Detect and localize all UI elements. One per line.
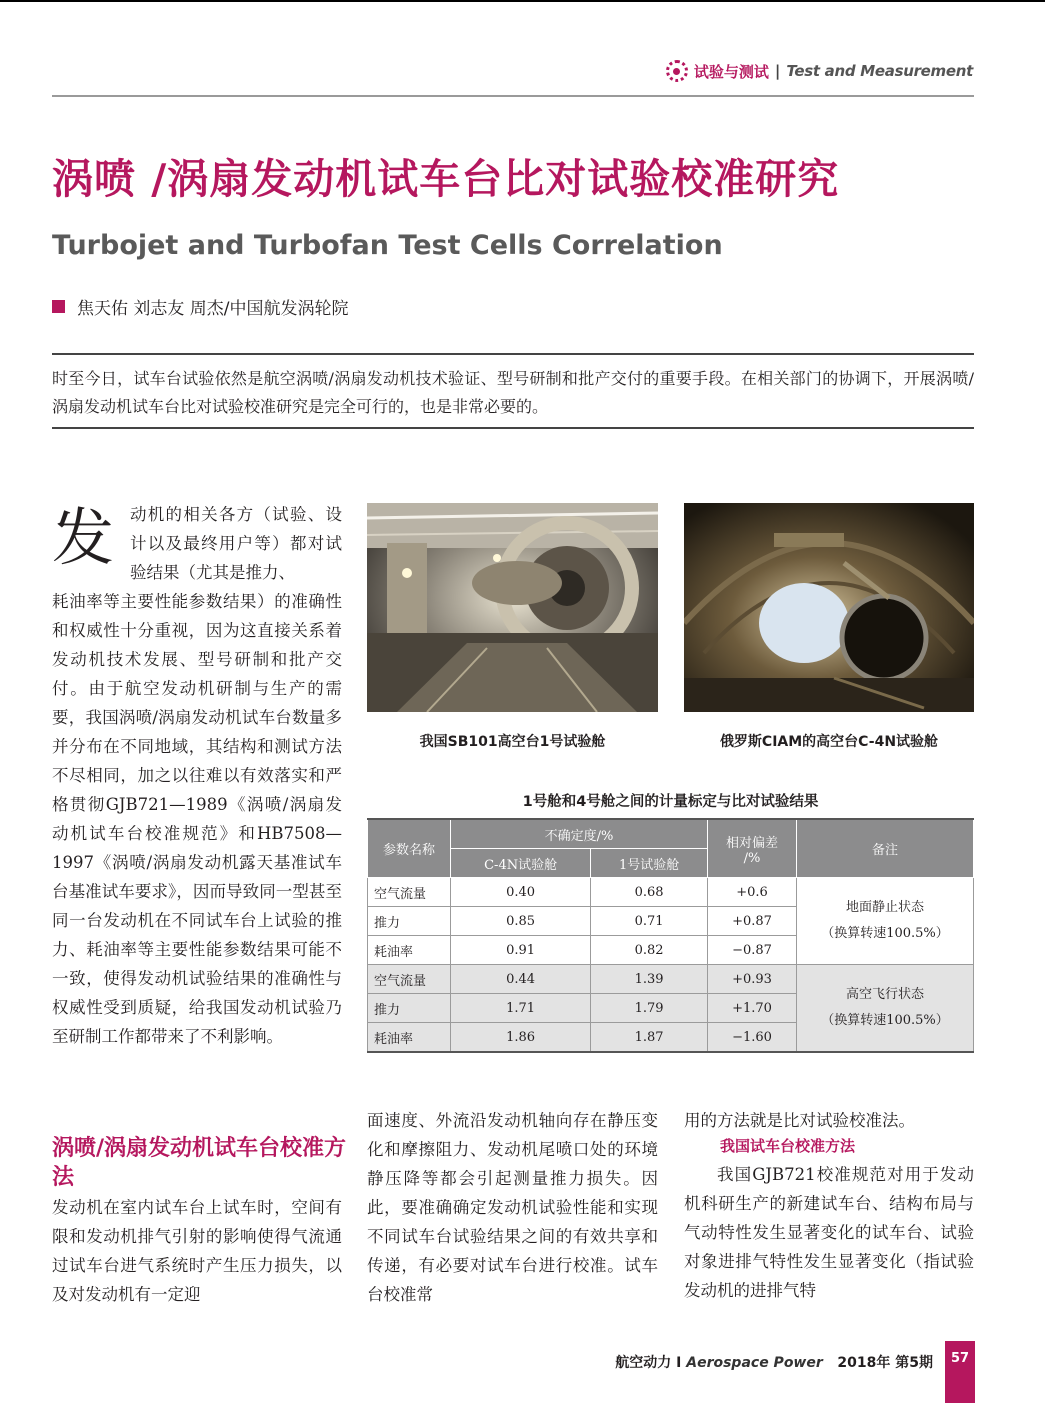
header-section-cn: 试验与测试 <box>693 62 769 81</box>
cell-c4n: 0.40 <box>451 878 591 907</box>
cell-param: 耗油率 <box>368 936 451 965</box>
cell-cell1: 1.87 <box>591 1023 708 1053</box>
footer-journal <box>615 1352 933 1372</box>
photo-ciam-c4n-test-cell <box>684 503 974 712</box>
drop-cap: 发 <box>52 501 115 574</box>
running-header <box>666 60 973 82</box>
cell-param: 空气流量 <box>368 878 451 907</box>
page-number: 57 <box>945 1341 975 1403</box>
col3-paragraph-1: 用的方法就是比对试验校准法。 <box>684 1111 915 1130</box>
header-deviation <box>708 819 797 878</box>
cell-cell1: 1.39 <box>591 965 708 994</box>
results-table <box>367 818 974 1053</box>
header-remark: 备注 <box>797 819 974 878</box>
cell-dev: +0.93 <box>708 965 797 994</box>
footer-journal-cn: 航空动力 <box>615 1355 672 1371</box>
remark-altitude-line2: （换算转速100.5%） <box>821 1013 949 1028</box>
author-bullet-icon <box>52 300 65 313</box>
cell-cell1: 1.79 <box>591 994 708 1023</box>
article-title-cn: 涡喷 /涡扇发动机试车台比对试验校准研究 <box>52 155 840 203</box>
remark-ground-line2: （换算转速100.5%） <box>821 926 949 941</box>
col1-paragraph-2: 发动机在室内试车台上试车时，空间有限和发动机排气引射的影响使得气流通过试车台进气系统时产生压力损失，以及对发动机有一定迎 <box>52 1198 342 1304</box>
table-row <box>368 878 974 907</box>
gear-logo-icon <box>666 60 688 82</box>
col3-subheading: 我国试车台校准方法 <box>720 1137 856 1155</box>
table-row <box>368 965 974 994</box>
cell-cell1: 0.68 <box>591 878 708 907</box>
article-title-en: Turbojet and Turbofan Test Cells Correlation <box>52 230 723 261</box>
left-photo-caption: 我国SB101高空台1号试验舱 <box>419 734 606 750</box>
right-photo-caption: 俄罗斯CIAM的高空台C-4N试验舱 <box>719 734 939 750</box>
header-c4n: C-4N试验舱 <box>451 849 591 878</box>
col1-paragraph: 耗油率等主要性能参数结果）的准确性和权威性十分重视，因为这直接关系着发动机技术发展、型号研制和批产交付。由于航空发动机研制与生产的需要，我国涡喷/涡扇发动机试车台数量多并分布在不同地域，其结构和测试方法不尽相同，加之以往难以有效落实和严格贯彻GJB721—1989《涡喷/涡扇发动机试车台校准规范》和HB7508—1997《涡喷/涡扇发动机露天基准试车台基准试车要求》，因而导致同一型甚至同一台发动机在不同试车台上试验的推力、耗油率等主要性能参数结果可能不一致，使得发动机试验结果的准确性与权威性受到质疑，给我国发动机试验乃至研制工作都带来了不利影响。 <box>52 592 342 1046</box>
cell-dev: −1.60 <box>708 1023 797 1053</box>
cell-param: 推力 <box>368 907 451 936</box>
abstract-top-rule <box>52 353 974 355</box>
col3-paragraph-2: 我国GJB721校准规范对用于发动机科研生产的新建试车台、结构布局与气动特性发生显著变化的试车台、试验对象进排气特性发生显著变化（指试验发动机的进排气特 <box>684 1165 974 1300</box>
cell-c4n: 0.91 <box>451 936 591 965</box>
cell-remark-altitude <box>797 965 974 1053</box>
abstract-bottom-rule <box>52 427 974 429</box>
header-deviation-line2: /% <box>743 850 761 866</box>
col1-lead-text: 动机的相关各方（试验、设计以及最终用户等）都对试验结果（尤其是推力、 <box>130 505 342 582</box>
remark-ground-line1: 地面静止状态 <box>845 900 924 915</box>
top-rule <box>0 0 1045 2</box>
cell-remark-ground <box>797 878 974 965</box>
cell-c4n: 1.86 <box>451 1023 591 1053</box>
cell-cell1: 0.71 <box>591 907 708 936</box>
remark-altitude-line1: 高空飞行状态 <box>845 987 924 1002</box>
header-rule <box>52 95 974 97</box>
photo-sb101-test-cell <box>367 503 658 712</box>
cell-c4n: 0.44 <box>451 965 591 994</box>
cell-dev: +0.87 <box>708 907 797 936</box>
cell-cell1: 0.82 <box>591 936 708 965</box>
header-param: 参数名称 <box>368 819 451 878</box>
header-deviation-line1: 相对偏差 <box>725 835 778 851</box>
cell-dev: +1.70 <box>708 994 797 1023</box>
header-uncertainty: 不确定度/% <box>451 819 708 849</box>
author-line <box>52 294 349 319</box>
cell-dev: +0.6 <box>708 878 797 907</box>
cell-c4n: 0.85 <box>451 907 591 936</box>
header-section-en: Test and Measurement <box>786 62 973 80</box>
cell-param: 推力 <box>368 994 451 1023</box>
footer-journal-en: Aerospace Power <box>686 1355 823 1371</box>
footer-issue: 2018年 第5期 <box>837 1355 933 1371</box>
cell-c4n: 1.71 <box>451 994 591 1023</box>
footer-separator: I <box>676 1355 682 1371</box>
cell-dev: −0.87 <box>708 936 797 965</box>
header-cell1: 1号试验舱 <box>591 849 708 878</box>
cell-param: 空气流量 <box>368 965 451 994</box>
section-heading: 涡喷/涡扇发动机试车台校准方法 <box>52 1136 347 1190</box>
table-title: 1号舱和4号舱之间的计量标定与比对试验结果 <box>522 794 819 810</box>
header-divider: | <box>774 62 781 80</box>
cell-param: 耗油率 <box>368 1023 451 1053</box>
col2-paragraph: 面速度、外流沿发动机轴向存在静压变化和摩擦阻力、发动机尾喷口处的环境静压降等都会引起测量推力损失。因此，要准确确定发动机试验性能和实现不同试车台试验结果之间的有效共享和传递，有必要对试车台进行校准。试车台校准常 <box>367 1111 658 1304</box>
authors: 焦天佑 刘志友 周杰/中国航发涡轮院 <box>77 299 349 319</box>
abstract: 时至今日，试车台试验依然是航空涡喷/涡扇发动机技术验证、型号研制和批产交付的重要手段。在相关部门的协调下，开展涡喷/涡扇发动机试车台比对试验校准研究是完全可行的，也是非常必要的。 <box>52 369 974 416</box>
